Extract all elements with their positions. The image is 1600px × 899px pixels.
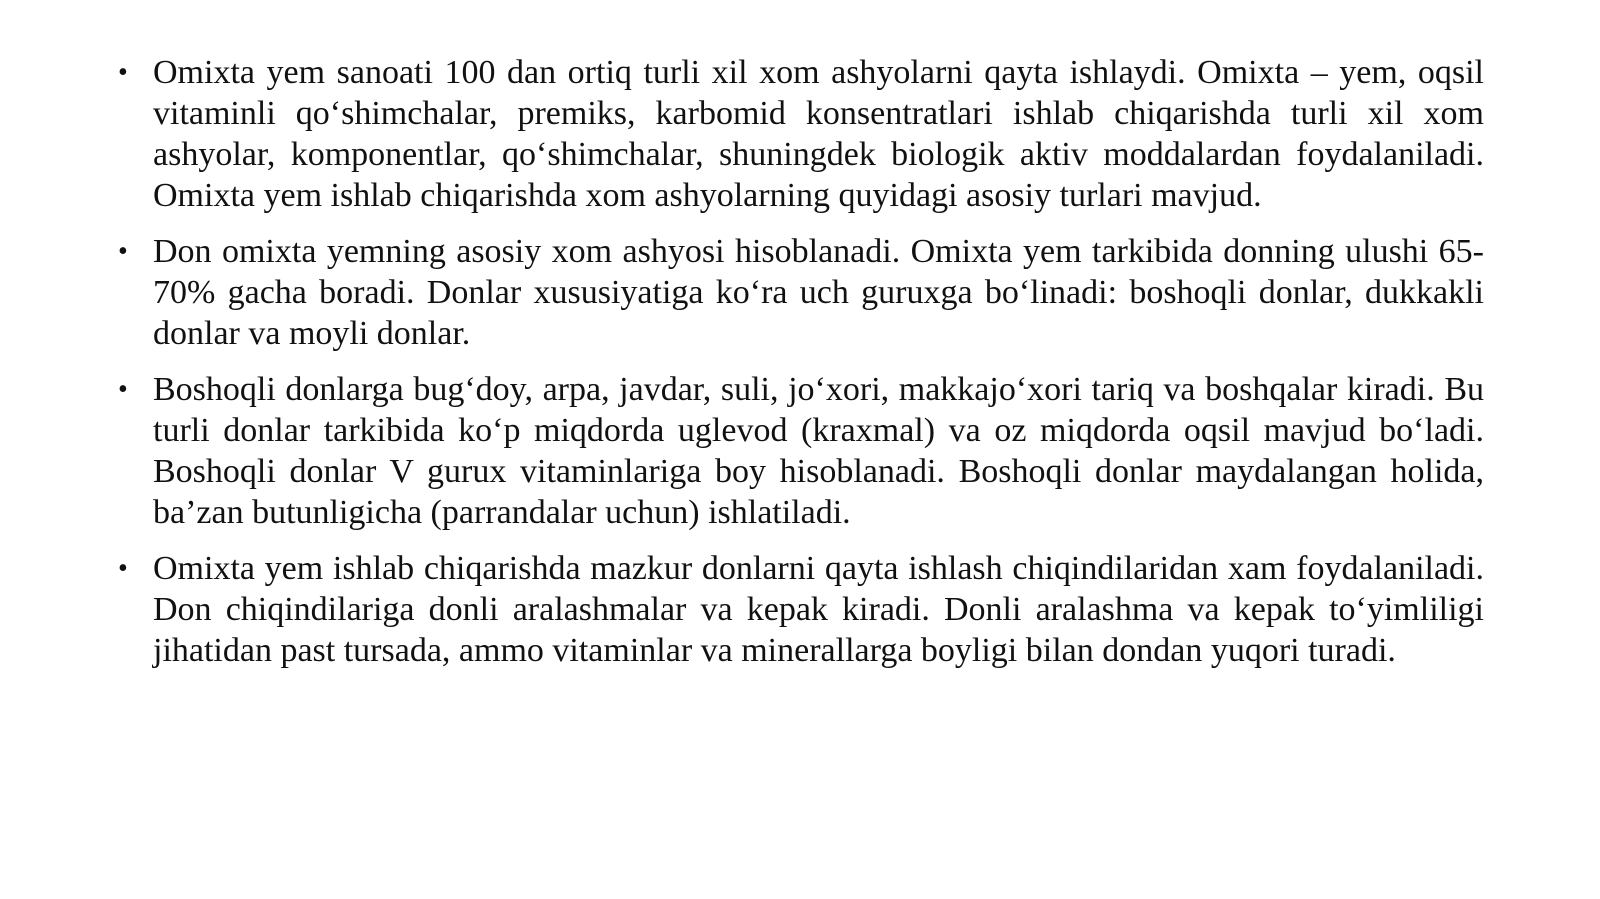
bullet-list bbox=[118, 52, 1484, 686]
bullet-item bbox=[118, 369, 1484, 533]
bullet-item bbox=[118, 231, 1484, 354]
paragraph-text: Omixta yem sanoati 100 dan ortiq turli xil xom ashyolarni qayta ishlaydi. Omixta – yem, oqsil vitaminli qo‘shimchalar, premiks, karbomid konsentratlari ishlab chiqarishda turli xil xom ashyolar, komponentlar, qo‘shimchalar, shuningdek biologik aktiv moddalardan foydalaniladi. Omixta yem ishlab chiqarishda xom ashyolarning quyidagi asosiy turlari mavjud. bbox=[153, 54, 1484, 214]
bullet-point-icon: • bbox=[118, 553, 128, 584]
paragraph-text: Omixta yem ishlab chiqarishda mazkur donlarni qayta ishlash chiqindilaridan xam foydalaniladi. Don chiqindilariga donli aralashmalar va kepak kiradi. Donli aralashma va kepak to‘yimliligi jihatidan past tursada, ammo vitaminlar va minerallarga boyligi bilan dondan yuqori turadi. bbox=[153, 550, 1484, 669]
bullet-item bbox=[118, 52, 1484, 216]
bullet-point-icon: • bbox=[118, 374, 128, 405]
paragraph-text: Boshoqli donlarga bug‘doy, arpa, javdar, suli, jo‘xori, makkajo‘xori tariq va boshqalar kiradi. Bu turli donlar tarkibida ko‘p miqdorda uglevod (kraxmal) va oz miqdorda oqsil mavjud bo‘ladi. Boshoqli donlar V gurux vitaminlariga boy hisoblanadi. Boshoqli donlar maydalangan holida, ba’zan butunligicha (parrandalar uchun) ishlatiladi. bbox=[153, 371, 1484, 531]
bullet-point-icon: • bbox=[118, 57, 128, 88]
bullet-point-icon: • bbox=[118, 236, 128, 267]
bullet-item bbox=[118, 548, 1484, 671]
paragraph-text: Don omixta yemning asosiy xom ashyosi hisoblanadi. Omixta yem tarkibida donning ulushi 65-70% gacha boradi. Donlar xususiyatiga ko‘ra uch guruxga bo‘linadi: boshoqli donlar, dukkakli donlar va moyli donlar. bbox=[153, 233, 1484, 352]
